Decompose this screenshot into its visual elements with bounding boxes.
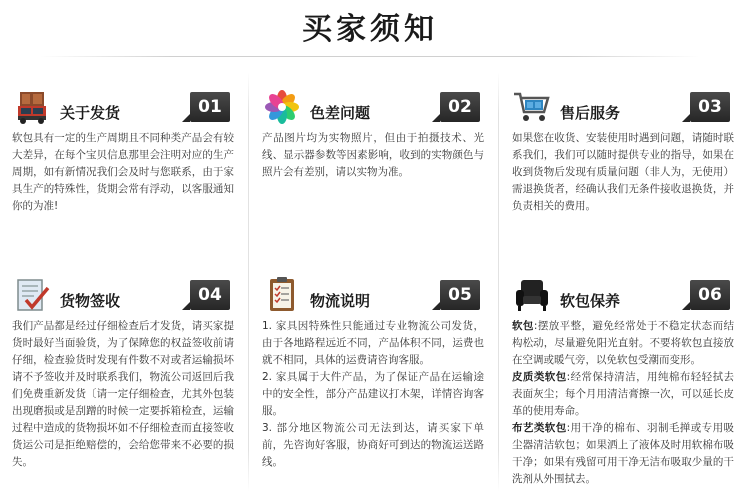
card-receipt	[12, 276, 234, 500]
page-title: 买家须知	[302, 12, 438, 47]
card-text	[262, 318, 484, 471]
card-title: 色差问题	[310, 104, 371, 122]
care-section-text: :用干净的棉布、羽制毛掸或专用吸尘器清洁软包；如果洒上了液体及时用软棉布吸干净；如果有残留可用干净无洁布吸取少量的干洗剂从外围拭去。	[512, 422, 734, 485]
card-number-badge: 01	[190, 92, 230, 122]
card-text: 如果您在收货、安装使用时遇到问题，请随时联系我们，我们可以随时提供专业的指导，如果在收到货物后发现有质量问题（非人为，无使用）需退换货者，经确认我们无条件接收退换货，并负责相关的费用。	[512, 132, 734, 212]
card-shipping	[12, 88, 234, 288]
title-divider	[40, 56, 700, 57]
column-divider	[498, 72, 499, 492]
care-section	[512, 318, 734, 369]
card-title: 货物签收	[60, 292, 121, 310]
card-title: 物流说明	[310, 292, 371, 310]
card-text: 软包具有一定的生产周期且不同种类产品会有较大差异，在每个宝贝信息那里会注明对应的生产周期，如有新情况我们会及时与您联系，由于家具生产的特殊性，货期会常有浮动，以客服通知你的为准!	[12, 132, 234, 212]
card-color-difference	[262, 88, 484, 288]
list-item: 2. 家具属于大件产品，为了保证产品在运输途中的安全性，部分产品建议打木架，详情咨询客服。	[262, 371, 484, 417]
list-item: 3. 部分地区物流公司无法到达，请买家下单前，先咨询好客服，协商好可到达的物流运送路线。	[262, 422, 484, 468]
card-number-badge: 04	[190, 280, 230, 310]
shopping-cart-icon	[512, 88, 552, 126]
card-number-badge: 03	[690, 92, 730, 122]
card-number-badge: 06	[690, 280, 730, 310]
card-after-sales	[512, 88, 734, 288]
column-divider	[248, 72, 249, 492]
care-section	[512, 420, 734, 488]
clipboard-icon	[262, 276, 302, 314]
color-wheel-icon	[262, 88, 302, 126]
card-text: 产品图片均为实物照片，但由于拍摄技术、光线、显示器参数等因素影响，收到的实物颜色与照片会有差别，请以实物为准。	[262, 132, 484, 178]
care-section-label: 皮质类软包	[512, 371, 567, 383]
card-care	[512, 276, 734, 500]
list-item: 1. 家具因特殊性只能通过专业物流公司发货，由于各地路程远近不同，产品体积不同，运费也就不相同，具体的运费请咨询客服。	[262, 320, 484, 366]
card-text: 我们产品都是经过仔细检查后才发货，请买家提货时最好当面验货，为了保障您的权益签收前请仔细，检查验货时发现有件数不对或者运输损坏请不予签收并及时联系我们，物流公司返回后我们免费重新发货〔请一定仔细检查，尤其外包装出现磨损或是刮蹭的时候一定要拆箱检查，运输过程中造成的货物损坏如不仔细检查而直接签收货运公司是拒绝赔偿的，会给您带来不必要的损失。	[12, 320, 234, 468]
card-title: 售后服务	[560, 104, 621, 122]
card-text	[512, 318, 734, 488]
care-section-label: 软包	[512, 320, 534, 332]
card-number-badge: 05	[440, 280, 480, 310]
care-section-text: :经常保持清洁，用纯棉布轻轻拭去表面灰尘；每个月用清洁膏擦一次，可以延长皮革的使用寿命。	[512, 371, 734, 417]
armchair-icon	[512, 276, 552, 314]
care-section-text: :摆放平整，避免经常处于不稳定状态而结构松动，尽量避免阳光直射。不要将软包直接放在空调或暖气旁，以免软包受潮而变形。	[512, 320, 734, 366]
card-number-badge: 02	[440, 92, 480, 122]
checklist-icon	[12, 276, 52, 314]
card-logistics	[262, 276, 484, 500]
care-section	[512, 369, 734, 420]
delivery-truck-icon	[12, 88, 52, 126]
card-title: 软包保养	[560, 292, 621, 310]
care-section-label: 布艺类软包	[512, 422, 567, 434]
card-title: 关于发货	[60, 104, 121, 122]
